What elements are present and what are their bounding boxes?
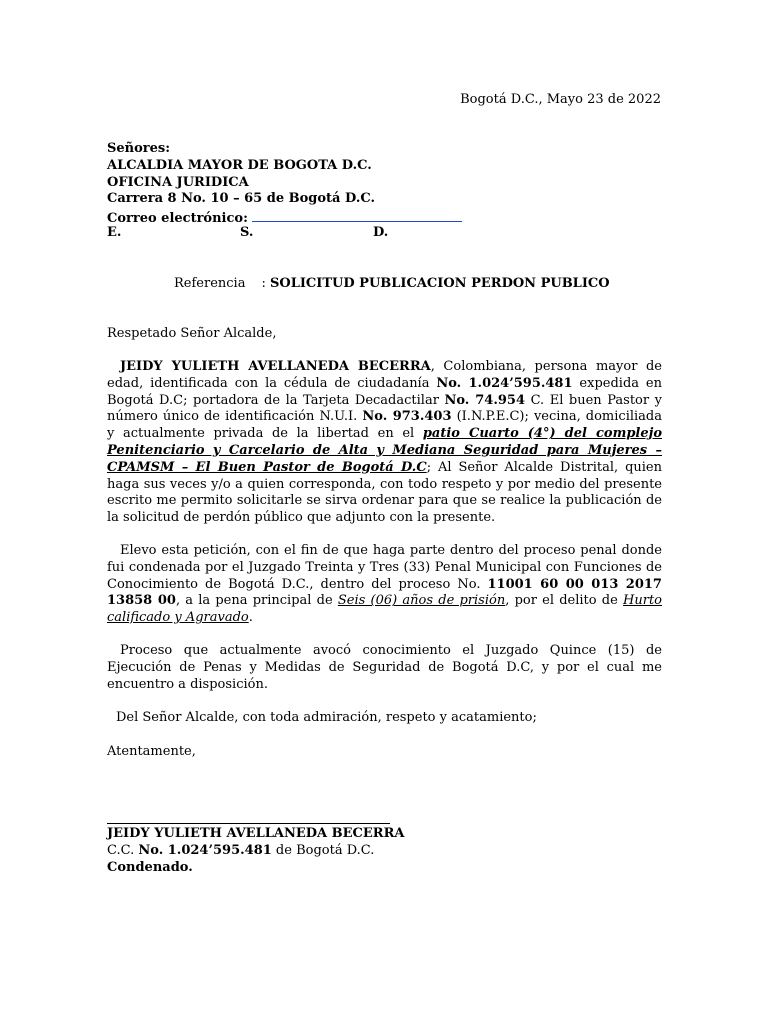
esd-row (107, 225, 427, 242)
p1-text-2: expedida en Bogotá D.C; portadora de la Tarjeta Decadactilar (107, 375, 662, 408)
p2-text-3: , por el delito de (505, 593, 624, 609)
closing-line: Del Señor Alcalde, con toda admiración, respeto y acatamiento; (116, 710, 537, 725)
p1-cc-number: No. 1.024’595.481 (436, 375, 573, 391)
reference-line (174, 276, 610, 293)
email-label: Correo electrónico: (107, 211, 248, 227)
p1-patio: patio Cuarto (4°) del complejo Penitenciario y Carcelario de Alta y Mediana Seguridad para Mujeres – CPAMSM – El Buen Pastor de Bogotá D.C (107, 426, 663, 475)
sig-cc-prefix: C.C. (107, 843, 139, 858)
p2-text-4: . (248, 610, 253, 626)
recipient-line-2: OFICINA JURIDICA (107, 174, 249, 190)
p1-text-4: (I.N.P.E.C); vecina, domiciliada y actualmente privada de la libertad en el (107, 409, 662, 442)
p2-text-1: Elevo esta petición, con el fin de que haga parte dentro del proceso penal donde fui condenada por el Juzgado Treinta y Tres (33) Penal Municipal con Funciones de Conocimiento de Bogotá D.C., dentro del proceso No. (107, 543, 662, 592)
letter-date: Bogotá D.C., Mayo 23 de 2022 (460, 92, 661, 107)
esd-s: S. (240, 224, 254, 240)
p1-text-1: , Colombiana, persona mayor de edad, identificada con la cédula de ciudadanía (107, 359, 662, 391)
paragraph-2 (107, 543, 662, 627)
reference-colon: : (261, 276, 266, 291)
p2-text-2: , a la pena principal de (175, 593, 338, 609)
esd-d: D. (373, 224, 389, 240)
p2-process-number: 11001 60 00 013 2017 13858 00 (107, 576, 662, 609)
sig-cc-number: No. 1.024’595.481 (138, 843, 272, 858)
p1-text-5: ; Al Señor Alcalde Distrital, quien haga sus veces y/o a quien corresponda, con todo respeto y por medio del presente escrito me permito solicitarle se sirva ordenar para que se realice la publicación de la solicitud de perdón público que adjunto con la presente. (107, 459, 662, 526)
signature-status: Condenado. (107, 860, 193, 875)
recipient-address: Carrera 8 No. 10 – 65 de Bogotá D.C. (107, 191, 375, 207)
p1-nui-number: No. 973.403 (362, 409, 452, 425)
signature-name: JEIDY YULIETH AVELLANEDA BECERRA (107, 826, 405, 841)
p1-name: JEIDY YULIETH AVELLANEDA BECERRA (120, 359, 431, 374)
signature-cc (107, 843, 374, 860)
recipient-greeting: Señores: (107, 141, 171, 156)
paragraph-1 (107, 359, 662, 527)
paragraph-3: Proceso que actualmente avocó conocimiento el Juzgado Quince (15) de Ejecución de Penas y Medidas de Seguridad de Bogotá D.C, y por el cual me encuentro a disposición. (107, 643, 662, 692)
p1-td-number: No. 74.954 (444, 392, 526, 408)
reference-label: Referencia (174, 276, 246, 291)
p2-pena: Seis (06) años de prisión (337, 593, 506, 609)
atentamente: Atentamente, (107, 744, 196, 759)
salutation: Respetado Señor Alcalde, (107, 326, 277, 341)
p1-text-3: C. El buen Pastor y número único de identificación N.U.I. (107, 392, 662, 425)
sig-cc-suffix: de Bogotá D.C. (271, 843, 375, 858)
esd-e: E. (107, 224, 122, 240)
email-blank-line (252, 208, 462, 222)
recipient-block (107, 141, 462, 242)
p2-delito: Hurto calificado y Agravado (107, 593, 663, 626)
reference-text: SOLICITUD PUBLICACION PERDON PUBLICO (270, 276, 610, 291)
recipient-line-1: ALCALDIA MAYOR DE BOGOTA D.C. (107, 157, 372, 173)
recipient-email-row (107, 208, 462, 225)
signature-line (107, 823, 390, 824)
